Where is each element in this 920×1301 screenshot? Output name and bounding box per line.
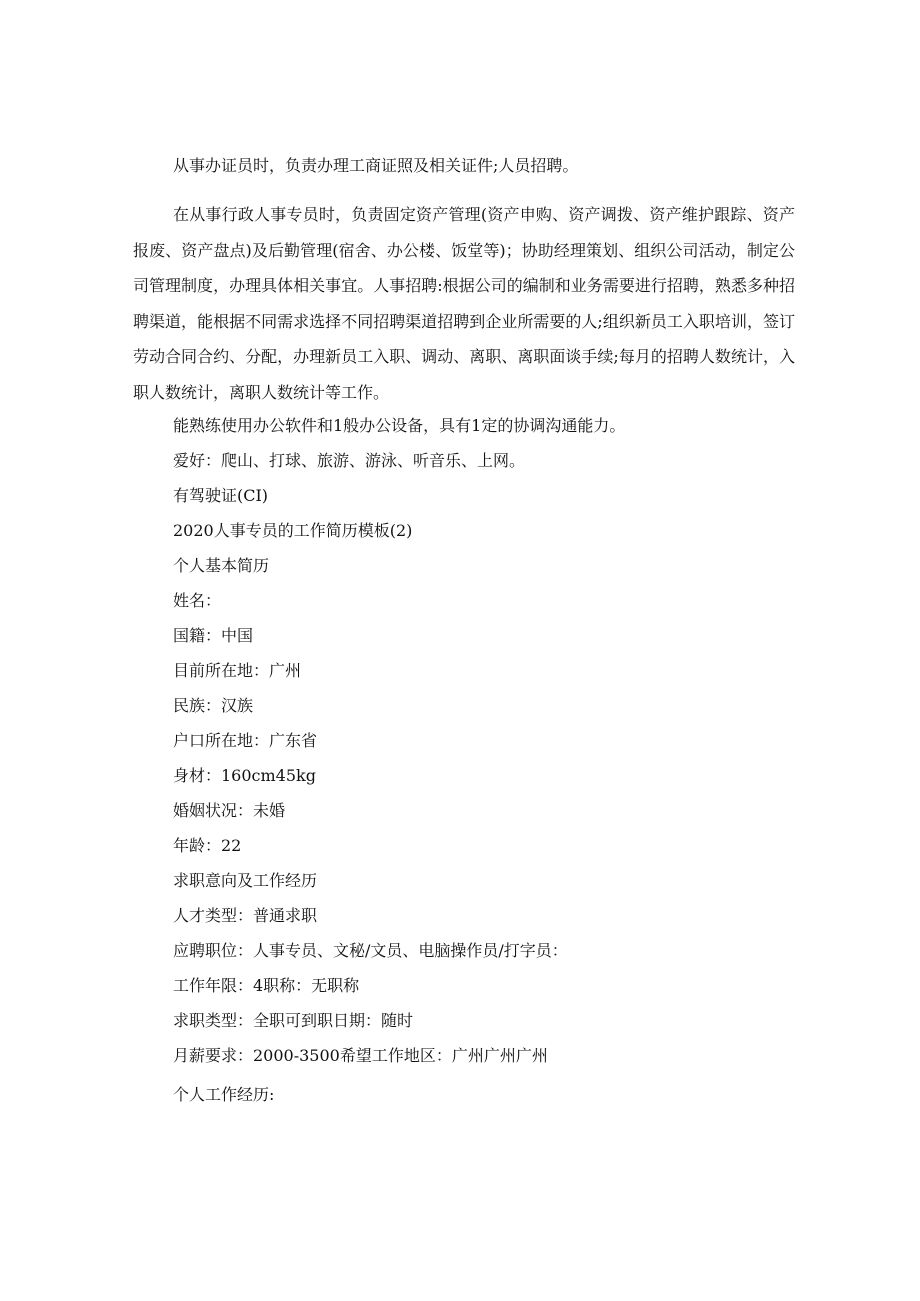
field-hukou-location: 户口所在地：广东省 [173, 731, 318, 750]
field-marital-status: 婚姻状况：未婚 [173, 801, 286, 820]
section-title-template: 2020人事专员的工作简历模板(2) [173, 521, 413, 540]
field-age: 年龄：22 [173, 836, 242, 855]
section-title-work-experience: 个人工作经历: [173, 1085, 275, 1104]
field-work-years: 工作年限：4职称：无职称 [173, 976, 360, 995]
field-ethnicity: 民族：汉族 [173, 696, 254, 715]
line-office-skills: 能熟练使用办公软件和1般办公设备，具有1定的协调沟通能力。 [173, 416, 626, 435]
line-hobbies: 爱好：爬山、打球、旅游、游泳、听音乐、上网。 [173, 451, 526, 470]
field-salary-expectation: 月薪要求：2000-3500希望工作地区：广州广州广州 [173, 1046, 548, 1065]
line-driving-license: 有驾驶证(CI) [173, 486, 269, 505]
field-body-size: 身材：160cm45kg [173, 766, 316, 785]
paragraph-hr-duties: 在从事行政人事专员时，负责固定资产管理(资产申购、资产调拨、资产维护跟踪、资产报废、资产盘点)及后勤管理(宿舍、办公楼、饭堂等)；协助经理策划、组织公司活动，制定公司管理制度，办理具体相关事宜。人事招聘:根据公司的编制和业务需要进行招聘，熟悉多种招聘渠道，能根据不同需求选择不同招聘渠道招聘到企业所需要的人;组织新员工入职培训，签订劳动合同合约、分配，办理新员工入职、调动、离职、离职面谈手续;每月的招聘人数统计，入职人数统计，离职人数统计等工作。 [133, 205, 795, 402]
field-job-type: 求职类型：全职可到职日期：随时 [173, 1011, 414, 1030]
section-title-job-intention: 求职意向及工作经历 [173, 871, 318, 890]
field-name: 姓名： [173, 591, 222, 610]
field-talent-type: 人才类型：普通求职 [173, 906, 318, 925]
field-applied-position: 应聘职位：人事专员、文秘/文员、电脑操作员/打字员： [173, 941, 568, 960]
field-nationality: 国籍：中国 [173, 626, 254, 645]
field-current-location: 目前所在地：广州 [173, 661, 302, 680]
paragraph-certificate-duty: 从事办证员时，负责办理工商证照及相关证件;人员招聘。 [173, 156, 579, 175]
section-title-basic-resume: 个人基本简历 [173, 556, 270, 575]
